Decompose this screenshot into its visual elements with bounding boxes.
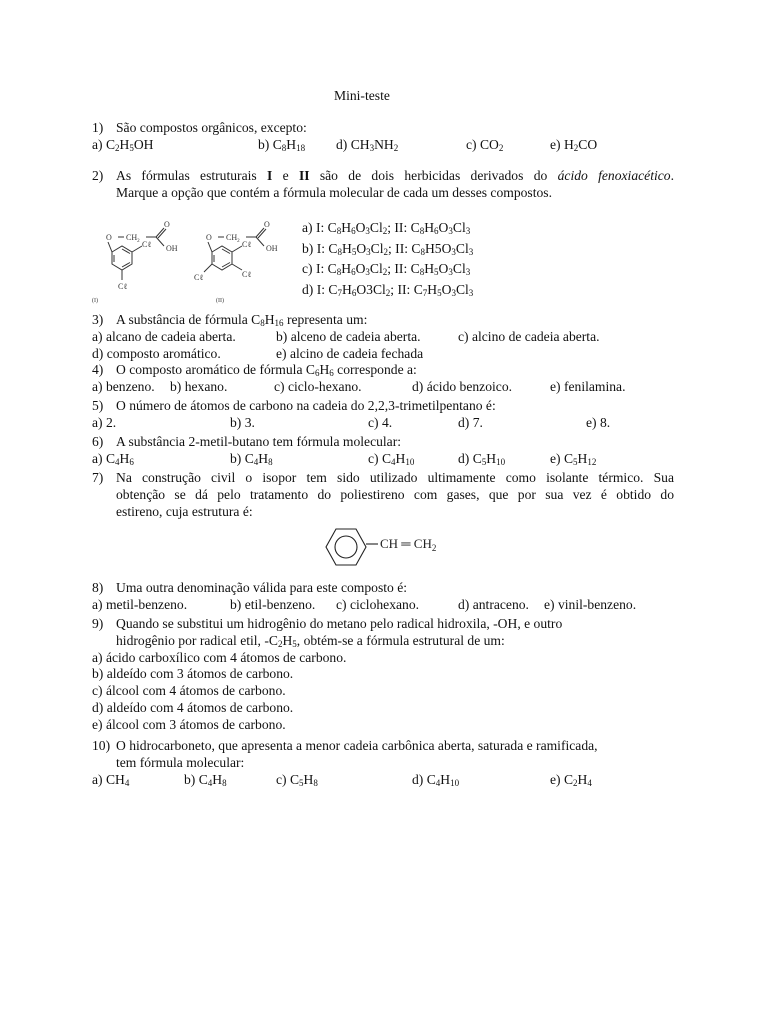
question-text-line-2: obtenção se dá pelo tratamento do poliestireno com gases, que por sua vez é obtido do	[116, 486, 674, 502]
question-text: O composto aromático de fórmula $C_6H_6$ corresponde a:	[116, 362, 417, 378]
question-number: 7)	[92, 470, 104, 485]
option-c: c) $C_5H_8$	[276, 771, 318, 788]
answer-options	[92, 772, 674, 789]
option-b: b) alceno de cadeia aberta.	[276, 328, 421, 344]
question-text: O hidrocarboneto, que apresenta a menor cadeia carbônica aberta, saturada e ramificada,	[116, 738, 598, 753]
option-d: d) antraceno.	[458, 596, 529, 612]
option-b: b) 3.	[230, 414, 255, 430]
option-e: e) álcool com 3 átomos de carbono.	[92, 716, 286, 732]
answer-options	[92, 415, 674, 432]
chlorine-label: Cℓ	[242, 270, 252, 279]
question-8	[92, 580, 674, 614]
option-a: a) $C_2H_5OH$	[92, 136, 154, 153]
option-b: b) etil-benzeno.	[230, 596, 316, 612]
question-text: O número de átomos de carbono na cadeia do 2,2,3-trimetilpentano é:	[116, 398, 496, 413]
question-10	[92, 738, 674, 789]
chlorine-label: Cℓ	[242, 240, 252, 249]
question-number: 4)	[92, 362, 104, 377]
question-text: A substância de fórmula $C_8H_{16}$ representa um:	[116, 312, 368, 328]
oxygen-label: O	[164, 220, 170, 229]
question-3	[92, 312, 674, 363]
answer-options	[92, 379, 674, 396]
option-b: b) I: $C_8H_5O_3Cl_2$; II: $C_8H5O_3Cl_3$	[302, 240, 474, 257]
option-a: a) ácido carboxílico com 4 átomos de carbono.	[92, 649, 347, 665]
option-e: e) alcino de cadeia fechada	[276, 345, 424, 361]
benzene-ring-2	[212, 246, 232, 270]
question-text-line-2: hidrogênio por radical etil, $-C_2H_5$, obtém-se a fórmula estrutural de um:	[116, 632, 505, 649]
question-text-line-2: tem fórmula molecular:	[116, 754, 245, 770]
question-text-line-2: Marque a opção que contém a fórmula molecular de cada um desses compostos.	[116, 184, 552, 200]
ch2-label: $CH_2$	[126, 233, 140, 244]
question-4	[92, 362, 674, 396]
question-text: São compostos orgânicos, excepto:	[116, 120, 307, 135]
structure-label-2: (II)	[216, 298, 224, 304]
question-number: 3)	[92, 312, 104, 327]
chlorine-label: Cℓ	[142, 240, 152, 249]
question-text: Uma outra denominação válida para este composto é:	[116, 580, 408, 595]
question-2	[92, 168, 674, 202]
question-text: A substância 2-metil-butano tem fórmula molecular:	[116, 434, 402, 449]
question-2-options	[302, 218, 473, 300]
option-a: a) $C_4H_6$	[92, 450, 134, 467]
question-text: As fórmulas estruturais I e II são de dois herbicidas derivados do ácido fenoxiacético.	[116, 168, 674, 183]
option-e: e) fenilamina.	[550, 378, 626, 394]
question-text-line-3: estireno, cuja estrutura é:	[116, 503, 253, 519]
option-c: c) $CO_2$	[466, 136, 504, 153]
question-5	[92, 398, 674, 432]
option-c: c) $C_4H_{10}$	[368, 450, 415, 467]
answer-options	[92, 329, 674, 346]
option-c: c) ciclohexano.	[336, 596, 420, 612]
answer-options	[92, 597, 674, 614]
styrene-structure	[318, 526, 458, 572]
oxygen-label: O	[106, 233, 112, 242]
option-e: e) $C_5H_{12}$	[550, 450, 597, 467]
herbicide-structures-figure	[92, 216, 298, 308]
oxygen-label: O	[264, 220, 270, 229]
structure-label-1: (I)	[92, 298, 98, 304]
option-a: a) alcano de cadeia aberta.	[92, 328, 236, 344]
option-d: d) aldeído com 4 átomos de carbono.	[92, 699, 294, 715]
question-number: 2)	[92, 168, 104, 183]
option-d: d) 7.	[458, 414, 483, 430]
option-a: a) 2.	[92, 414, 117, 430]
ch2-label: $CH_2$	[226, 233, 240, 244]
question-7	[92, 470, 674, 520]
question-9	[92, 616, 674, 734]
option-d: d) $C_5H_{10}$	[458, 450, 506, 467]
option-d: d) ácido benzoico.	[412, 378, 513, 394]
question-number: 9)	[92, 616, 104, 631]
oxygen-label: O	[206, 233, 212, 242]
question-text: Na construção civil o isopor tem sido utilizado ultimamente como isolante térmico. Sua	[116, 470, 674, 485]
option-e: e) $C_2H_4$	[550, 771, 592, 788]
option-c: c) álcool com 4 átomos de carbono.	[92, 683, 286, 699]
option-e: e) 8.	[586, 414, 611, 430]
option-e: e) $H_2CO$	[550, 136, 598, 153]
question-text: Quando se substitui um hidrogênio do metano pelo radical hidroxila, -OH, e outro	[116, 616, 563, 631]
question-number: 6)	[92, 434, 104, 449]
oh-label: OH	[266, 244, 278, 253]
option-b: b) aldeído com 3 átomos de carbono.	[92, 666, 294, 682]
question-number: 8)	[92, 580, 104, 595]
option-a: a) I: $C_8H_6O_3Cl_2$; II: $C_8H_6O_3Cl_3$	[302, 220, 471, 236]
option-b: b) hexano.	[170, 378, 228, 394]
option-d: d) $CH_3NH_2$	[336, 136, 399, 153]
question-number: 10)	[92, 738, 111, 753]
option-d: d) I: $C_7H_6O3Cl_2$; II: $C_7H_5O_3Cl_3$	[302, 281, 474, 298]
oh-label: OH	[166, 244, 178, 253]
question-number: 5)	[92, 398, 104, 413]
answer-options	[92, 346, 674, 363]
vinyl-group-label: CH ═ $CH_2$	[380, 536, 437, 553]
option-b: b) $C_4H_8$	[184, 771, 227, 788]
option-a: a) benzeno.	[92, 378, 155, 394]
option-d: d) $C_4H_{10}$	[412, 771, 460, 788]
option-c: c) alcino de cadeia aberta.	[458, 328, 600, 344]
question-number: 1)	[92, 120, 104, 135]
option-c: c) 4.	[368, 414, 393, 430]
chlorine-label: Cℓ	[118, 282, 128, 291]
benzene-ring-1	[112, 246, 132, 270]
option-e: e) vinil-benzeno.	[544, 596, 637, 612]
chlorine-label: Cℓ	[194, 273, 204, 282]
question-6	[92, 434, 674, 468]
option-b: b) $C_4H_8$	[230, 450, 273, 467]
option-d: d) composto aromático.	[92, 345, 221, 361]
option-c: c) I: $C_8H_6O_3Cl_2$; II: $C_8H_5O_3Cl_3$	[302, 261, 471, 277]
option-a: a) metil-benzeno.	[92, 596, 188, 612]
question-1	[92, 120, 674, 154]
option-b: b) $C_8H_{18}$	[258, 136, 306, 153]
page-title: Mini-teste	[334, 88, 390, 103]
option-c: c) ciclo-hexano.	[274, 378, 362, 394]
answer-options	[92, 451, 674, 468]
answer-options	[92, 137, 674, 154]
option-a: a) $CH_4$	[92, 771, 130, 788]
